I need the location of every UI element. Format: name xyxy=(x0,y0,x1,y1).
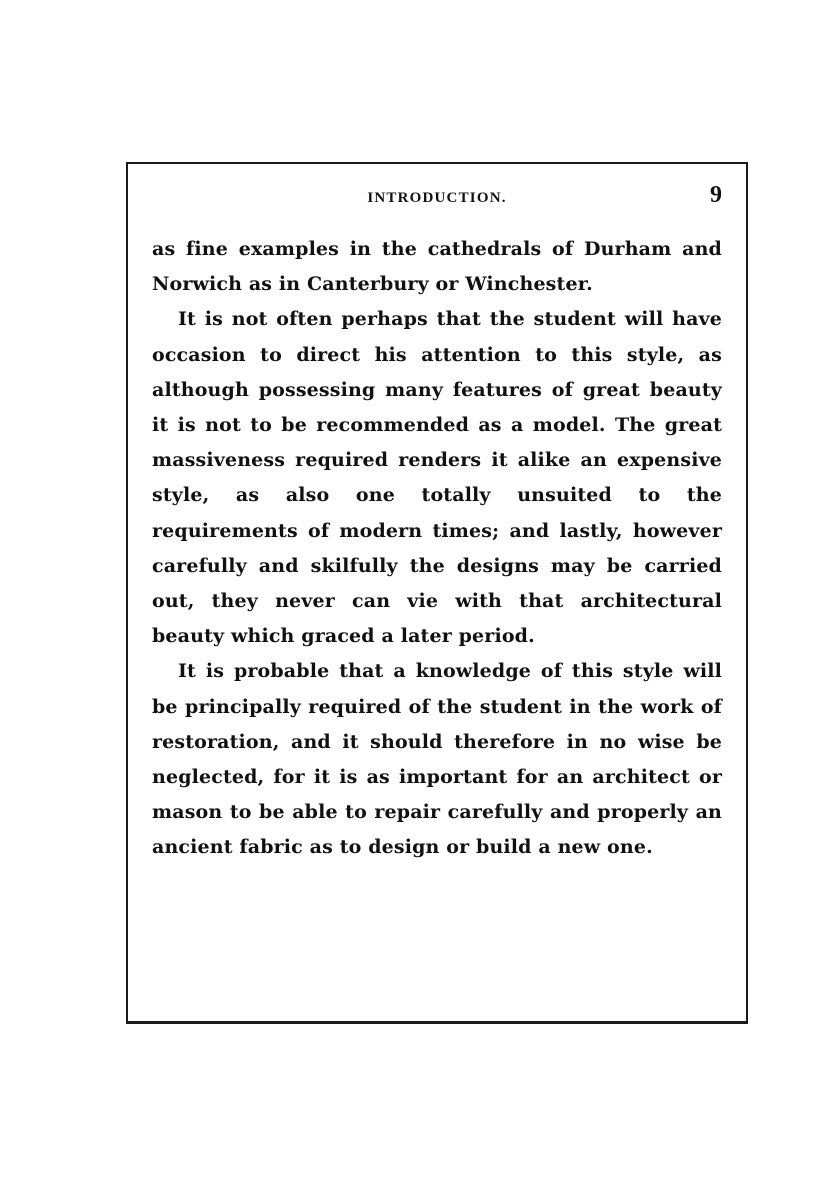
paragraph-continued: as fine examples in the cathedrals of Durham and Norwich as in Canterbury or Winchester. xyxy=(152,238,722,296)
page-number: 9 xyxy=(710,182,722,208)
paragraph: It is not often perhaps that the student will have occasion to direct his attention to this style, as although possessing many features of great beauty it is not to be recommended as a model. The great massiveness required renders it alike an expensive style, as also one totally unsuited to the requirements of modern times; and lastly, however carefully and skilfully the designs may be carried out, they never can vie with that architectural beauty which graced a later period. xyxy=(152,308,722,648)
page-header xyxy=(152,182,722,218)
running-title: INTRODUCTION. xyxy=(367,190,507,206)
body-text xyxy=(152,232,722,866)
paragraph: It is probable that a knowledge of this style will be principally required of the student in the work of restoration, and it should therefore in no wise be neglected, for it is as important for an architect or mason to be able to repair carefully and properly an ancient fabric as to design or build a new one. xyxy=(152,660,722,859)
